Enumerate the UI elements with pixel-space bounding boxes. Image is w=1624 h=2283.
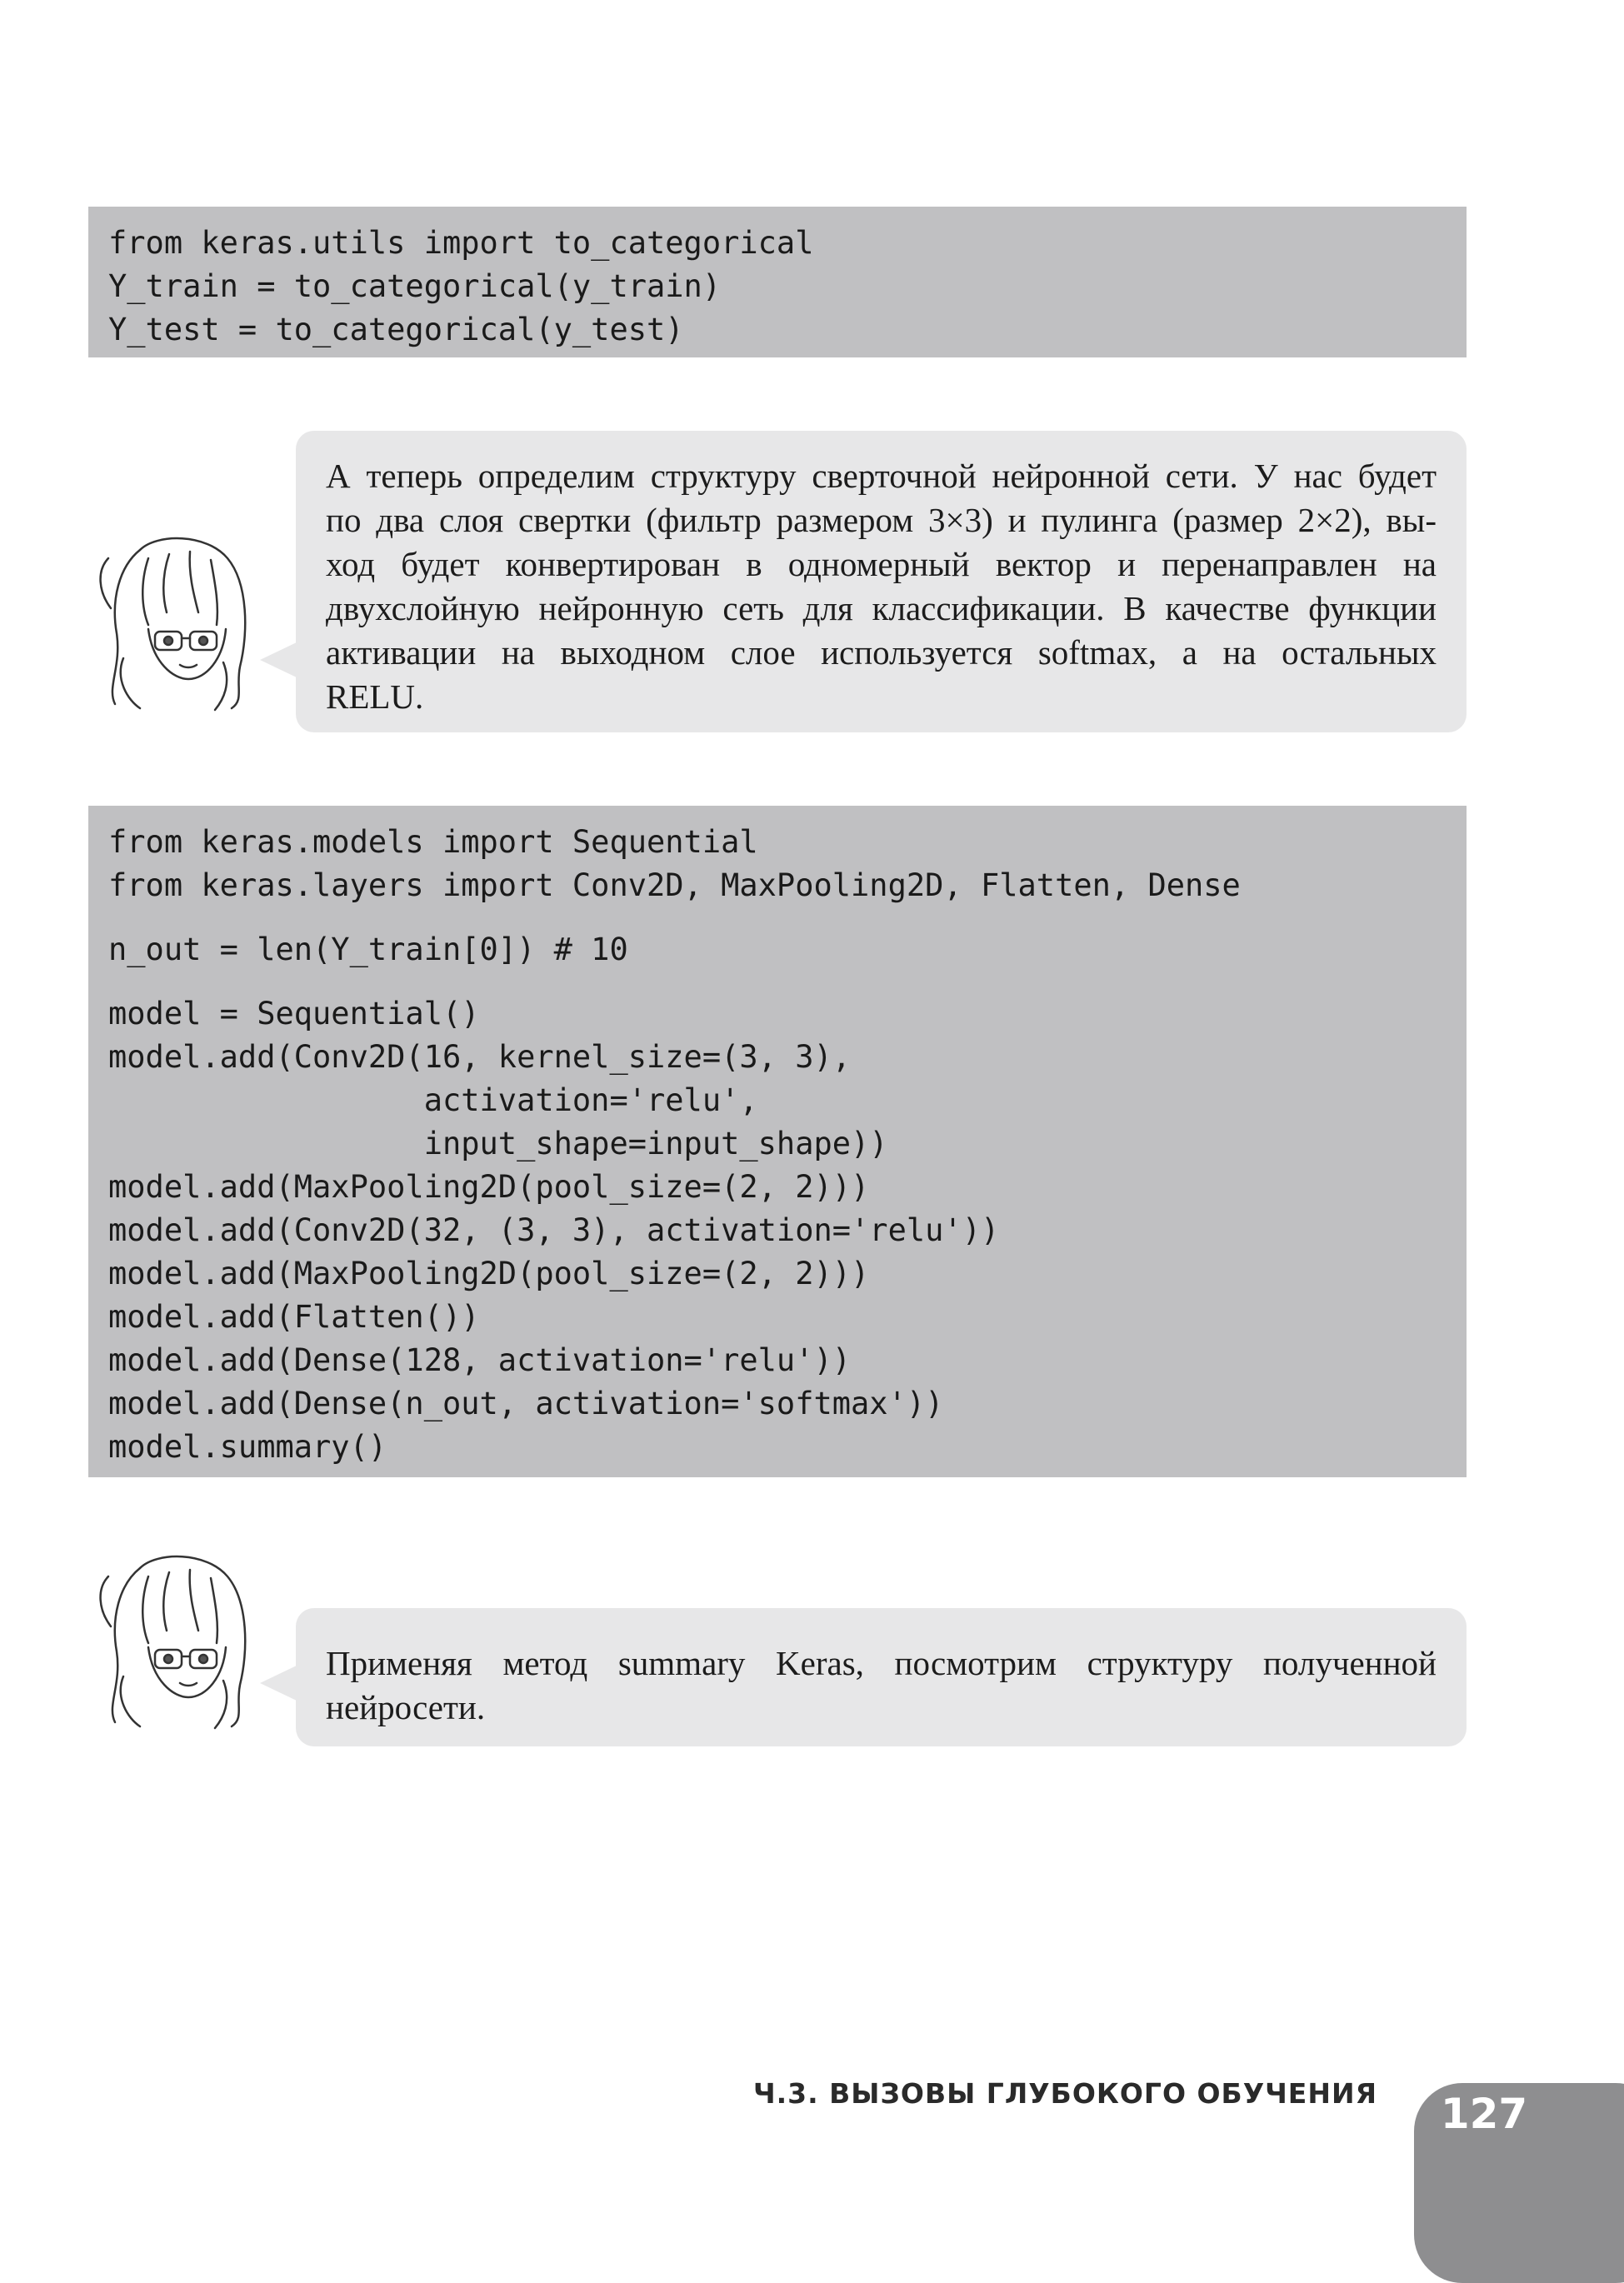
speech-bubble-cnn-structure bbox=[296, 431, 1467, 732]
speech-bubble-tail bbox=[260, 1665, 298, 1701]
code-line: model.summary() bbox=[108, 1429, 387, 1465]
code-line: model.add(Conv2D(16, kernel_size=(3, 3), bbox=[108, 1039, 852, 1075]
speech-bubble-tail bbox=[260, 642, 298, 678]
code-line: model.add(MaxPooling2D(pool_size=(2, 2))) bbox=[108, 1256, 870, 1291]
code-line: model = Sequential() bbox=[108, 996, 480, 1032]
girl-with-glasses-avatar-icon bbox=[90, 533, 257, 712]
code-line: from keras.utils import to_categorical bbox=[108, 225, 814, 261]
code-line: model.add(MaxPooling2D(pool_size=(2, 2))) bbox=[108, 1169, 870, 1205]
bubble-line: Применяя метод summary Keras, посмотрим структуру полученной bbox=[326, 1644, 1437, 1682]
bubble-line: активации на выходном слое используется softmax, а на остальных bbox=[326, 633, 1437, 672]
code-line: model.add(Dense(n_out, activation='softmax')) bbox=[108, 1386, 944, 1421]
code-line: n_out = len(Y_train[0]) # 10 bbox=[108, 932, 628, 967]
code-line: model.add(Conv2D(32, (3, 3), activation='relu')) bbox=[108, 1212, 1000, 1248]
code-line: input_shape=input_shape)) bbox=[108, 1126, 888, 1161]
bubble-line: нейросети. bbox=[326, 1688, 486, 1726]
code-gap bbox=[108, 907, 1467, 928]
code-gap bbox=[108, 972, 1467, 992]
code-line: from keras.layers import Conv2D, MaxPooling2D, Flatten, Dense bbox=[108, 867, 1241, 903]
bubble-line: А теперь определим структуру сверточной нейронной сети. У нас будет bbox=[326, 457, 1437, 495]
code-line: Y_train = to_categorical(y_train) bbox=[108, 268, 722, 304]
chapter-title: Ч.3. ВЫЗОВЫ ГЛУБОКОГО ОБУЧЕНИЯ bbox=[752, 2077, 1377, 2110]
code-line: activation='relu', bbox=[108, 1082, 758, 1118]
speech-bubble-summary bbox=[296, 1608, 1467, 1746]
bubble-line: двухслойную нейронную сеть для классификации. В качестве функции bbox=[326, 589, 1437, 627]
code-block-model bbox=[88, 806, 1467, 1477]
code-line: model.add(Dense(128, activation='relu')) bbox=[108, 1342, 852, 1378]
code-line: from keras.models import Sequential bbox=[108, 824, 758, 860]
bubble-line: RELU. bbox=[326, 677, 424, 716]
code-block-imports bbox=[88, 207, 1467, 357]
code-line: model.add(Flatten()) bbox=[108, 1299, 480, 1335]
bubble-line: по два слоя свертки (фильтр размером 3×3) и пулинга (размер 2×2), вы- bbox=[326, 501, 1437, 539]
girl-with-glasses-avatar-icon bbox=[90, 1551, 257, 1731]
page-number: 127 bbox=[1440, 2090, 1528, 2138]
code-line: Y_test = to_categorical(y_test) bbox=[108, 312, 684, 347]
bubble-line: ход будет конвертирован в одномерный вектор и перенаправлен на bbox=[326, 545, 1437, 583]
